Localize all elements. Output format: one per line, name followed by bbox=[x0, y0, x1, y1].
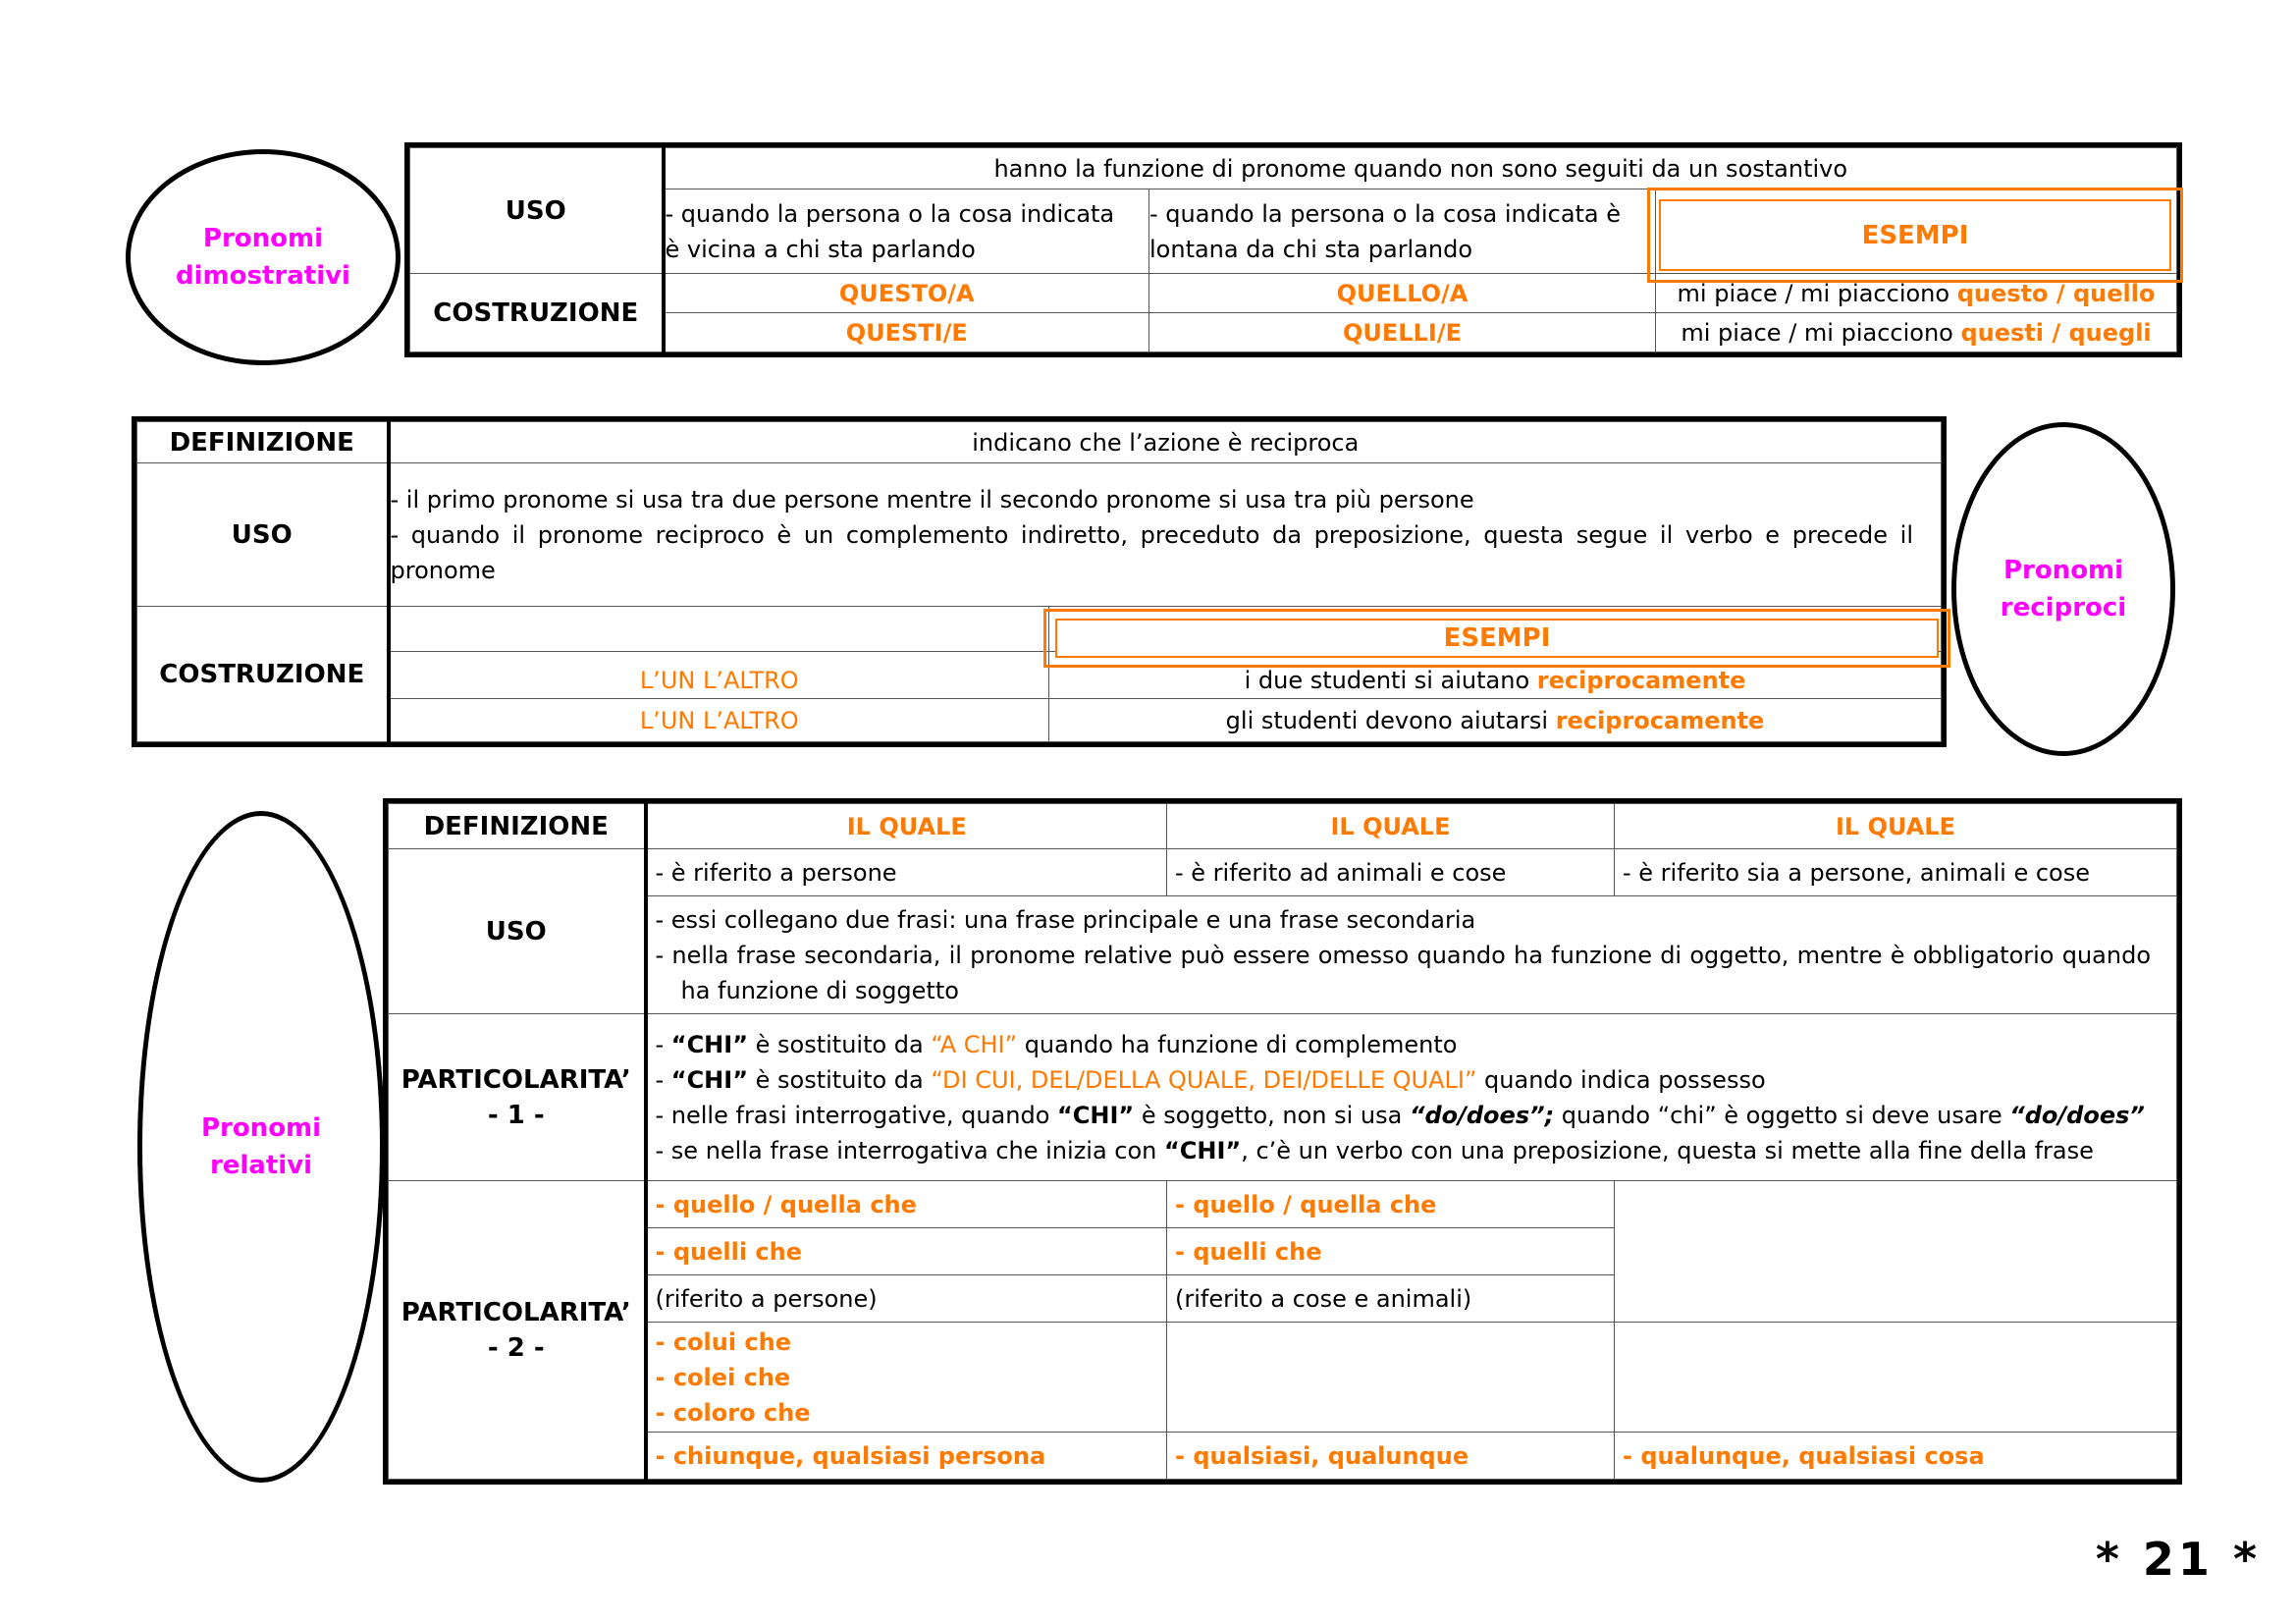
demonstrative-example-1-prefix: mi piace / mi piacciono bbox=[1677, 279, 1957, 307]
reciprocal-uso-line-1: - il primo pronome si usa tra due persone mentre il secondo pronome si usa tra più persone bbox=[390, 485, 1474, 514]
demonstrative-uso-label: USO bbox=[410, 148, 664, 274]
demonstrative-near-plural: QUESTI/E bbox=[664, 313, 1149, 352]
relative-part2-empty-3 bbox=[1615, 1323, 2177, 1433]
part1-l1-chi: “CHI” bbox=[670, 1030, 748, 1058]
relative-uso-col1: - è riferito a persone bbox=[646, 849, 1167, 896]
relative-col1-header: IL QUALE bbox=[646, 804, 1167, 849]
relative-part2-r2c2: - quelli che bbox=[1167, 1228, 1615, 1275]
relative-part2-r2c1: - quelli che bbox=[646, 1228, 1167, 1275]
relative-part2-r1c2: - quello / quella che bbox=[1167, 1181, 1615, 1228]
reciprocal-title: Pronomi reciproci bbox=[2000, 556, 2127, 622]
demonstrative-far-singular: QUELLO/A bbox=[1149, 274, 1656, 313]
relative-uso-col3: - è riferito sia a persone, animali e cose bbox=[1615, 849, 2177, 896]
reciprocal-table bbox=[136, 421, 1942, 742]
relative-definizione-label: DEFINIZIONE bbox=[389, 804, 646, 849]
relative-title: Pronomi relativi bbox=[200, 1113, 322, 1180]
reciprocal-example-2 bbox=[1049, 699, 1942, 742]
part1-l2-chi: “CHI” bbox=[670, 1065, 748, 1094]
demonstrative-near-text: - quando la persona o la cosa indicata è vicina a chi sta parlando bbox=[664, 189, 1149, 274]
reciprocal-esempi-label: ESEMPI bbox=[1055, 619, 1939, 658]
part1-l4-chi: “CHI” bbox=[1164, 1136, 1242, 1164]
demonstrative-function-text: hanno la funzione di pronome quando non sono seguiti da un sostantivo bbox=[664, 148, 2177, 189]
demonstrative-title: Pronomi dimostrativi bbox=[176, 224, 350, 291]
reciprocal-example-1-highlight: reciprocamente bbox=[1536, 667, 1746, 694]
part1-l1-end: quando ha funzione di complemento bbox=[1017, 1030, 1458, 1058]
relative-uso-cell bbox=[646, 896, 2177, 1014]
reciprocal-uso-cell bbox=[389, 463, 1942, 607]
demonstrative-example-2 bbox=[1656, 313, 2177, 352]
reciprocal-empty-cell bbox=[389, 607, 1049, 652]
demonstrative-esempi-label: ESEMPI bbox=[1659, 199, 2171, 271]
part1-l3-text: è soggetto, non si usa bbox=[1134, 1101, 1410, 1129]
relative-part2-r3c1: (riferito a persone) bbox=[646, 1275, 1167, 1323]
reciprocal-example-2-highlight: reciprocamente bbox=[1555, 706, 1765, 734]
reciprocal-form-1: L’UN L’ALTRO bbox=[389, 652, 1049, 699]
demonstrative-example-2-prefix: mi piace / mi piacciono bbox=[1681, 318, 1961, 347]
reciprocal-title-ellipse bbox=[1951, 422, 2175, 756]
demonstrative-title-ellipse bbox=[126, 149, 400, 365]
relative-part2-empty-2 bbox=[1167, 1323, 1615, 1433]
reciprocal-example-1-prefix: i due studenti si aiutano bbox=[1244, 667, 1537, 694]
relative-part2-r5c2: - qualsiasi, qualunque bbox=[1167, 1433, 1615, 1480]
demonstrative-near-singular: QUESTO/A bbox=[664, 274, 1149, 313]
relative-part1-label: PARTICOLARITA’ - 1 - bbox=[389, 1014, 646, 1181]
relative-col3-header: IL QUALE bbox=[1615, 804, 2177, 849]
relative-uso-label: USO bbox=[389, 849, 646, 1014]
part1-l4-start: - se nella frase interrogativa che inizia con bbox=[655, 1136, 1165, 1164]
relative-title-ellipse bbox=[137, 811, 385, 1483]
part1-l2-dicui: “DI CUI, DEL/DELLA QUALE, DEI/DELLE QUALI” bbox=[931, 1065, 1477, 1094]
relative-part2-coloro: - coloro che bbox=[655, 1398, 811, 1427]
relative-part1-line-2 bbox=[656, 1062, 2169, 1098]
relative-table bbox=[388, 803, 2177, 1480]
relative-part1-cell bbox=[646, 1014, 2177, 1181]
relative-part2-label: PARTICOLARITA’ - 2 - bbox=[389, 1181, 646, 1480]
demonstrative-example-2-highlight: questi / quegli bbox=[1960, 318, 2152, 347]
relative-uso-line-2: - nella frase secondaria, il pronome relative può essere omesso quando ha funzione di oggetto, mentre è obbligatorio quando ha funzione di soggetto bbox=[655, 941, 2151, 1004]
demonstrative-example-1-highlight: questo / quello bbox=[1956, 279, 2156, 307]
reciprocal-definizione-label: DEFINIZIONE bbox=[137, 422, 389, 463]
relative-uso-line-1: - essi collegano due frasi: una frase principale e una frase secondaria bbox=[655, 905, 1476, 934]
part1-l3-chi: “CHI” bbox=[1057, 1101, 1135, 1129]
part1-l3-text-2: quando “chi” è oggetto si deve usare bbox=[1554, 1101, 2010, 1129]
reciprocal-uso-label: USO bbox=[137, 463, 389, 607]
relative-part2-r3c2: (riferito a cose e animali) bbox=[1167, 1275, 1615, 1323]
relative-col2-header: IL QUALE bbox=[1167, 804, 1615, 849]
relative-part1-line-1 bbox=[656, 1027, 2169, 1062]
part1-l2-dash: - bbox=[655, 1065, 671, 1094]
relative-part2-colui: - colui che bbox=[655, 1327, 792, 1356]
part1-l4-end: , c’è un verbo con una preposizione, questa si mette alla fine della frase bbox=[1241, 1136, 2094, 1164]
page-number: * 21 * bbox=[2095, 1533, 2261, 1586]
part1-l3-dodoes-1: “do/does”; bbox=[1409, 1101, 1555, 1129]
part1-l1-dash: - bbox=[655, 1030, 671, 1058]
part1-l1-text: è sostituito da bbox=[747, 1030, 932, 1058]
part1-l3-start: - nelle frasi interrogative, quando bbox=[655, 1101, 1057, 1129]
relative-part2-r5c1: - chiunque, qualsiasi persona bbox=[646, 1433, 1167, 1480]
demonstrative-costruzione-label: COSTRUZIONE bbox=[410, 274, 664, 352]
part1-l1-achi: “A CHI” bbox=[931, 1030, 1018, 1058]
relative-part2-r5c3: - qualunque, qualsiasi cosa bbox=[1615, 1433, 2177, 1480]
demonstrative-far-text: - quando la persona o la cosa indicata è lontana da chi sta parlando bbox=[1149, 189, 1656, 274]
reciprocal-definizione-text: indicano che l’azione è reciproca bbox=[389, 422, 1942, 463]
demonstrative-far-plural: QUELLI/E bbox=[1149, 313, 1656, 352]
reciprocal-uso-line-2: - quando il pronome reciproco è un complemento indiretto, preceduto da preposizione, questa segue il verbo e precede il pronome bbox=[390, 520, 1913, 584]
relative-part2-r1c1: - quello / quella che bbox=[646, 1181, 1167, 1228]
relative-part2-empty-1 bbox=[1615, 1181, 2177, 1323]
reciprocal-form-2: L’UN L’ALTRO bbox=[389, 699, 1049, 742]
relative-part1-line-3 bbox=[656, 1098, 2169, 1133]
part1-l2-end: quando indica possesso bbox=[1476, 1065, 1766, 1094]
relative-uso-col2: - è riferito ad animali e cose bbox=[1167, 849, 1615, 896]
reciprocal-example-2-prefix: gli studenti devono aiutarsi bbox=[1225, 706, 1556, 734]
part1-l3-dodoes-2: “do/does” bbox=[2009, 1101, 2145, 1129]
relative-part2-colei: - colei che bbox=[655, 1363, 791, 1391]
reciprocal-costruzione-label: COSTRUZIONE bbox=[137, 607, 389, 742]
part1-l2-text: è sostituito da bbox=[747, 1065, 932, 1094]
relative-part1-line-4 bbox=[656, 1133, 2169, 1168]
relative-part2-r4c1 bbox=[646, 1323, 1167, 1433]
